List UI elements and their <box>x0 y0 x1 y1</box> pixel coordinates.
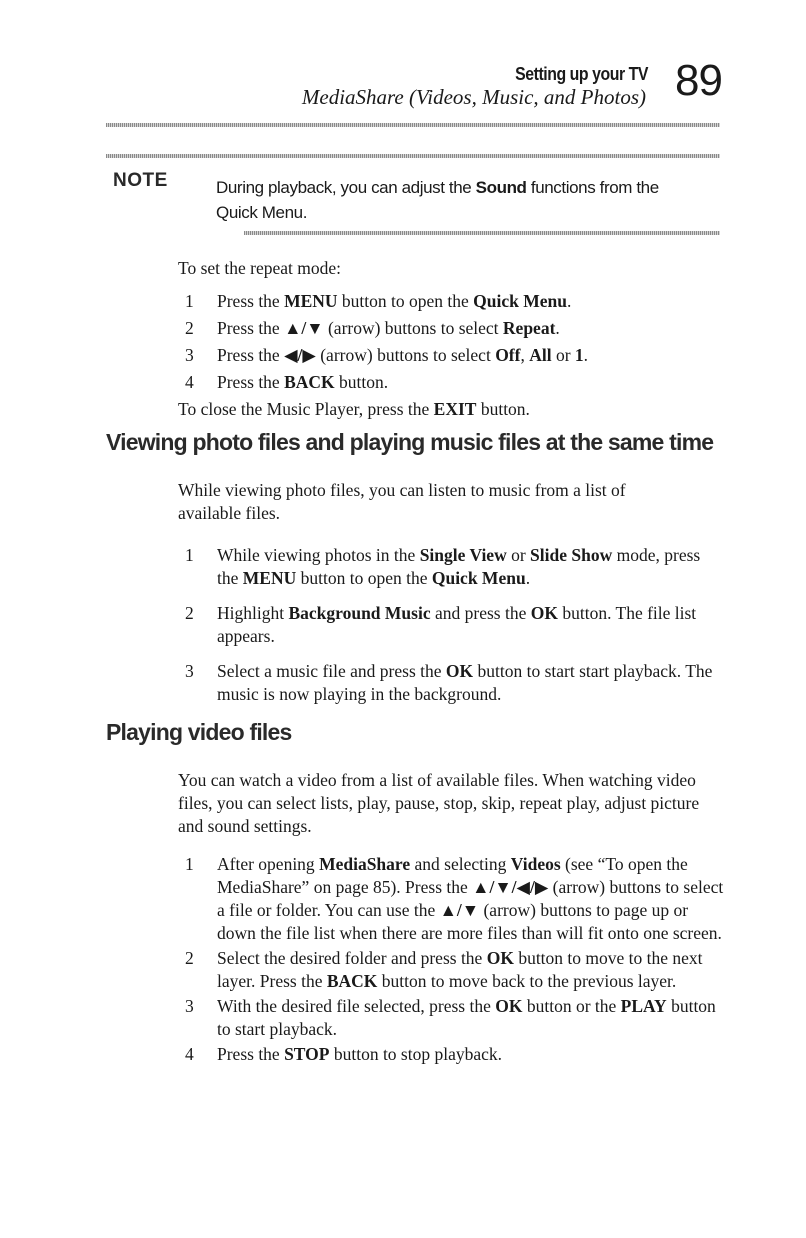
text-run: button to start start playback. The music is now playing in the background. <box>217 661 713 704</box>
bold-term: ▲/▼/◀/▶ <box>472 877 549 897</box>
text-run: Select the desired folder and press the <box>217 948 487 968</box>
note-bottom-rule <box>244 231 720 235</box>
note-text: During playback, you can adjust the Sound functions from the Quick Menu. <box>216 178 659 222</box>
bold-term: All <box>529 345 552 365</box>
text-run: . <box>583 345 589 365</box>
text-run: (see “To open the MediaShare” on page 85). Press the <box>217 854 688 897</box>
bold-term: MENU <box>284 291 338 311</box>
bold-term: EXIT <box>433 399 477 419</box>
bold-term: Videos <box>510 854 561 874</box>
text-run: button to stop playback. <box>329 1044 503 1064</box>
step-item <box>178 344 698 367</box>
text-run: button to start playback. <box>217 996 716 1039</box>
text-run: Press the <box>217 1044 285 1064</box>
step-item <box>178 853 726 945</box>
text-run: button. The file list appears. <box>217 603 697 646</box>
bold-term: Repeat <box>502 318 556 338</box>
text-run: While viewing photos in the <box>217 545 420 565</box>
step-number: 2 <box>185 603 194 623</box>
bold-term: PLAY <box>620 996 667 1016</box>
text-run: Press the <box>217 345 285 365</box>
note-top-rule <box>106 154 720 158</box>
text-run: button. <box>476 399 530 419</box>
text-run: . <box>525 568 531 588</box>
step-number: 3 <box>185 345 194 365</box>
photo-music-steps-list <box>178 544 718 706</box>
step-number: 3 <box>185 661 194 681</box>
step-item <box>178 544 718 590</box>
text-run: . <box>567 291 572 311</box>
text-run: mode, press the <box>217 545 701 588</box>
video-steps-list <box>178 853 726 1066</box>
step-number: 4 <box>185 372 194 392</box>
bold-term: MediaShare <box>319 854 411 874</box>
text-run: Press the <box>217 291 285 311</box>
step-item <box>178 371 698 394</box>
bold-term: OK <box>530 603 558 623</box>
text-run: Press the <box>217 372 285 392</box>
step-item <box>178 317 698 340</box>
step-number: 1 <box>185 545 194 565</box>
page-number: 89 <box>675 56 722 105</box>
text-run: (arrow) buttons to page up or down the file list when there are more files than will fit onto one screen. <box>217 900 722 943</box>
bold-term: 1 <box>574 345 584 365</box>
bold-term: Off <box>495 345 521 365</box>
text-run: . <box>555 318 560 338</box>
bold-term: Quick Menu <box>431 568 526 588</box>
video-intro: You can watch a video from a list of available files. When watching video files, you can select lists, play, pause, stop, skip, repeat play, adjust picture and sound settings. <box>178 770 700 836</box>
repeat-steps-list <box>178 290 698 394</box>
step-number: 3 <box>185 996 194 1016</box>
bold-term: ▲/▼ <box>439 900 480 920</box>
bold-term: ▲/▼ <box>284 318 324 338</box>
bold-term: OK <box>495 996 523 1016</box>
running-header-section: Setting up your TV <box>515 64 648 84</box>
text-run: button. <box>334 372 389 392</box>
text-run: After opening <box>217 854 320 874</box>
text-run: button to move back to the previous layer. <box>377 971 677 991</box>
text-run: button to move to the next layer. Press the <box>217 948 703 991</box>
text-run: To close the Music Player, press the <box>178 399 434 419</box>
header-rule <box>106 123 720 127</box>
step-number: 2 <box>185 318 194 338</box>
text-run: or <box>551 345 575 365</box>
step-number: 1 <box>185 854 194 874</box>
bold-term: MENU <box>242 568 297 588</box>
bold-term: OK <box>445 661 474 681</box>
step-item <box>178 1043 726 1066</box>
text-run: and press the <box>430 603 531 623</box>
bold-term: ◀/▶ <box>284 345 316 365</box>
step-item <box>178 995 726 1041</box>
text-run: (arrow) buttons to select <box>315 345 496 365</box>
bold-term: Single View <box>419 545 507 565</box>
bold-term: STOP <box>284 1044 330 1064</box>
text-run: or <box>506 545 531 565</box>
repeat-intro: To set the repeat mode: <box>178 258 342 278</box>
step-item <box>178 660 718 706</box>
text-run: Select a music file and press the <box>217 661 446 681</box>
heading-playing-video: Playing video files <box>106 719 292 745</box>
bold-term: Quick Menu <box>473 291 567 311</box>
text-run: button to open the <box>337 291 474 311</box>
step-number: 2 <box>185 948 194 968</box>
note-label: NOTE <box>113 170 168 191</box>
step-number: 1 <box>185 291 194 311</box>
text-run: button to open the <box>296 568 432 588</box>
text-run: and selecting <box>410 854 511 874</box>
bold-term: Slide Show <box>530 545 613 565</box>
bold-term: OK <box>486 948 514 968</box>
step-item <box>178 290 698 313</box>
close-music-player-text <box>178 398 718 421</box>
step-item <box>178 947 726 993</box>
bold-term: BACK <box>326 971 378 991</box>
text-run: With the desired file selected, press the <box>217 996 496 1016</box>
text-run: (arrow) buttons to select a file or folder. You can use the <box>217 877 724 920</box>
text-run: Highlight <box>217 603 289 623</box>
photo-music-intro: While viewing photo files, you can listen to music from a list of available files. <box>178 480 626 523</box>
step-number: 4 <box>185 1044 194 1064</box>
bold-term: Background Music <box>288 603 431 623</box>
text-run: Press the <box>217 318 285 338</box>
running-header-subtitle: MediaShare (Videos, Music, and Photos) <box>301 85 646 109</box>
text-run: (arrow) buttons to select <box>323 318 503 338</box>
text-run: , <box>520 345 530 365</box>
bold-term: BACK <box>284 372 335 392</box>
heading-photo-music: Viewing photo files and playing music files at the same time <box>106 429 714 455</box>
text-run: button or the <box>522 996 621 1016</box>
step-item <box>178 602 718 648</box>
